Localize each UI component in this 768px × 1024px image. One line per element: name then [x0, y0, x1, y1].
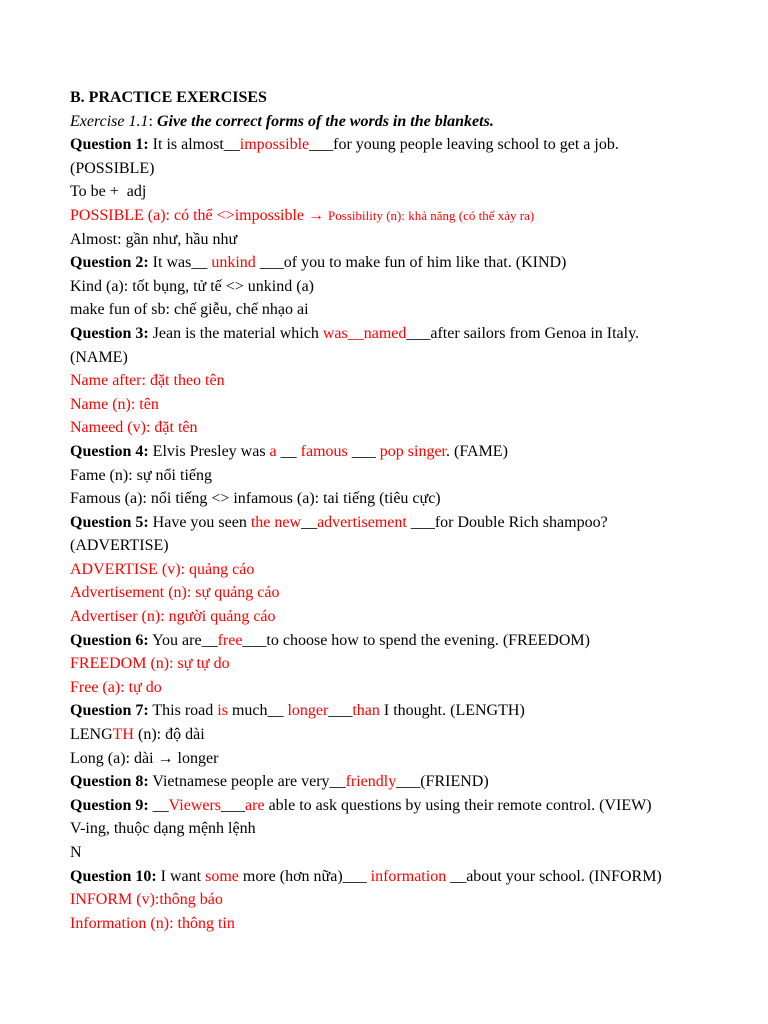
answer-text: are: [245, 796, 265, 814]
text-segment: I thought. (LENGTH): [379, 702, 525, 720]
text-segment: You are__: [148, 631, 218, 649]
answer-text: TH: [112, 726, 134, 744]
answer-text: Viewers: [168, 796, 222, 814]
answer-text: Free (a): tự do: [70, 678, 162, 696]
text-line: [70, 322, 730, 346]
answer-text: was__named: [322, 324, 407, 342]
text-segment: __: [276, 442, 301, 460]
question-label: Question 8:: [70, 773, 149, 791]
question-label: Question 7:: [70, 702, 149, 720]
text-segment: able to ask questions by using their remote control. (VIEW): [264, 796, 652, 814]
text-segment: ___: [347, 442, 380, 460]
text-line: [70, 794, 730, 818]
text-segment: much__: [227, 702, 288, 720]
text-segment: Elvis Presley was: [148, 442, 270, 460]
document-body: [70, 86, 730, 935]
answer-text: FREEDOM (n): sự tự do: [70, 655, 230, 673]
answer-text: the new: [250, 513, 302, 531]
text-line: [70, 346, 730, 370]
text-line: [70, 652, 730, 676]
text-segment: (n): độ dài: [133, 726, 205, 744]
answer-text: advertisement: [317, 513, 407, 531]
text-line: [70, 817, 730, 841]
answer-text: than: [352, 702, 380, 720]
answer-text: friendly: [345, 773, 397, 791]
text-segment: V-ing, thuộc dạng mệnh lệnh: [70, 820, 256, 838]
text-segment: Jean is the material which: [148, 324, 323, 342]
text-line: [70, 841, 730, 865]
answer-text: Possibility (n): khả năng (có thể xảy ra): [328, 207, 535, 223]
answer-text: information: [370, 867, 447, 885]
question-label: Question 10:: [70, 867, 157, 885]
text-line: [70, 180, 730, 204]
answer-text: impossible: [239, 136, 310, 154]
text-line: [70, 228, 730, 252]
answer-text: is: [217, 702, 228, 720]
text-segment: It was__: [148, 254, 212, 272]
text-line: [70, 747, 730, 771]
text-segment: make fun of sb: chế giễu, chế nhạo ai: [70, 301, 309, 319]
text-segment: To be + adj: [70, 183, 147, 201]
text-line: [70, 770, 730, 794]
text-line: [70, 204, 730, 228]
text-line: [70, 157, 730, 181]
text-segment: ___(FRIEND): [396, 773, 489, 791]
text-segment: ___: [221, 796, 246, 814]
text-line: [70, 275, 730, 299]
text-segment: Exercise 1.1: [70, 112, 149, 130]
question-label: Question 2:: [70, 254, 149, 272]
answer-text: ADVERTISE (v): quảng cáo: [70, 560, 255, 578]
text-line: [70, 298, 730, 322]
text-segment: :: [148, 112, 157, 130]
text-segment: ___of you to make fun of him like that. (KIND): [255, 254, 567, 272]
text-segment: __about your school. (INFORM): [446, 867, 662, 885]
answer-text: a: [269, 442, 277, 460]
text-segment: This road: [148, 702, 218, 720]
text-segment: __: [301, 513, 318, 531]
text-segment: Almost: gần như, hầu như: [70, 230, 238, 248]
answer-text: famous: [300, 442, 348, 460]
text-segment: I want: [156, 867, 206, 885]
text-segment: N: [70, 844, 82, 861]
text-segment: Fame (n): sự nổi tiếng: [70, 466, 212, 484]
text-line: [70, 676, 730, 700]
text-segment: Have you seen: [148, 513, 251, 531]
answer-text: longer: [287, 702, 329, 720]
text-line: [70, 888, 730, 912]
text-line: [70, 416, 730, 440]
text-line: [70, 699, 730, 723]
text-line: [70, 251, 730, 275]
text-line: [70, 133, 730, 157]
answer-text: pop singer: [379, 442, 446, 460]
text-segment: ___for young people leaving school to get a job.: [309, 136, 619, 154]
question-label: Question 4:: [70, 442, 149, 460]
answer-text: unkind: [211, 254, 256, 272]
text-line: [70, 440, 730, 464]
question-label: Question 1:: [70, 136, 149, 154]
question-label: Question 5:: [70, 513, 149, 531]
text-segment: (NAME): [70, 348, 128, 366]
question-label: Question 9:: [70, 796, 149, 814]
text-line: [70, 723, 730, 747]
answer-text: free: [217, 631, 243, 649]
text-segment: Give the correct forms of the words in the blankets.: [156, 112, 494, 130]
answer-text: POSSIBLE (a): có thể <>impossible →: [70, 206, 329, 224]
text-segment: B. PRACTICE EXERCISES: [70, 89, 267, 106]
text-line: [70, 369, 730, 393]
text-segment: LENG: [70, 726, 113, 744]
text-segment: Vietnamese people are very__: [148, 773, 346, 791]
answer-text: Name after: đặt theo tên: [70, 372, 225, 390]
text-line: [70, 110, 730, 134]
answer-text: INFORM (v):thông báo: [70, 891, 223, 909]
text-segment: . (FAME): [445, 442, 508, 460]
answer-text: Advertiser (n): người quảng cáo: [70, 608, 276, 626]
text-line: [70, 464, 730, 488]
text-segment: (POSSIBLE): [70, 159, 155, 177]
answer-text: Name (n): tên: [70, 395, 159, 413]
text-segment: ___: [328, 702, 353, 720]
text-line: [70, 534, 730, 558]
answer-text: some: [205, 867, 239, 885]
text-line: [70, 581, 730, 605]
text-segment: ___after sailors from Genoa in Italy.: [406, 324, 640, 342]
question-label: Question 3:: [70, 324, 149, 342]
question-label: Question 6:: [70, 631, 149, 649]
text-line: [70, 629, 730, 653]
text-segment: __: [148, 796, 169, 814]
text-line: [70, 86, 730, 110]
text-segment: Kind (a): tốt bụng, tử tế <> unkind (a): [70, 277, 315, 295]
text-segment: ___to choose how to spend the evening. (FREEDOM): [242, 631, 590, 649]
text-segment: more (hơn nữa)___: [238, 867, 371, 885]
text-line: [70, 558, 730, 582]
text-segment: Long (a): dài → longer: [70, 749, 219, 767]
text-line: [70, 605, 730, 629]
text-line: [70, 912, 730, 936]
text-segment: (ADVERTISE): [70, 537, 169, 555]
answer-text: Information (n): thông tin: [70, 914, 235, 932]
text-segment: It is almost__: [148, 136, 240, 154]
text-line: [70, 393, 730, 417]
text-line: [70, 511, 730, 535]
text-segment: Famous (a): nổi tiếng <> infamous (a): tai tiếng (tiêu cực): [70, 490, 441, 508]
text-segment: ___for Double Rich shampoo?: [406, 513, 608, 531]
answer-text: Nameed (v): đặt tên: [70, 419, 198, 437]
text-line: [70, 487, 730, 511]
text-line: [70, 865, 730, 889]
answer-text: Advertisement (n): sự quảng cáo: [70, 584, 280, 602]
